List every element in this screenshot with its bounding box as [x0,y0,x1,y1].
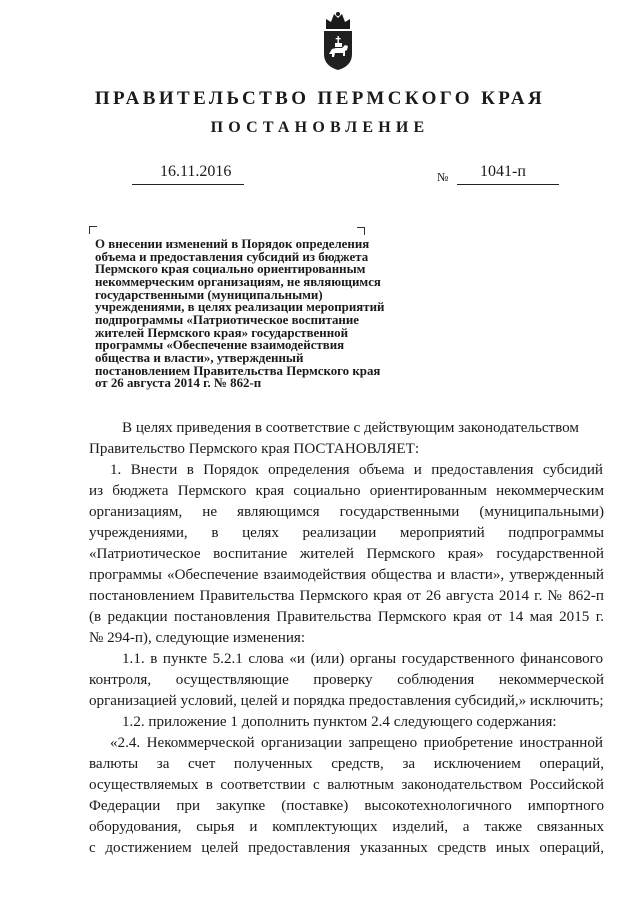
body-line: организациям, не являющимся государственными (муниципальными) [89,504,604,520]
body-line: (в редакции постановления Правительства Пермского края от 14 мая 2015 г. [89,609,604,625]
subject-line: программы «Обеспечение взаимодействия [95,338,345,353]
body-line: 1.1. в пункте 5.2.1 слова «и (или) органы государственного финансового [122,651,603,667]
number-sign: № [437,170,449,184]
body-line: организацией условий, целей и порядка предоставления субсидий,» исключить; [89,693,604,709]
body-line: учреждениями, в целях реализации мероприятий подпрограммы [89,525,604,541]
subject-corner-mark-right [357,227,365,235]
body-line: «2.4. Некоммерческой организации запрещено приобретение иностранной [110,735,603,751]
subject-line: общества и власти», утвержденный [95,350,304,365]
subject-line: О внесении изменений в Порядок определения [95,237,370,251]
subject-line: подпрограммы «Патриотическое воспитание [95,312,360,327]
body-line: 1. Внести в Порядок определения объема и предоставления субсидий [110,462,603,478]
government-title: ПРАВИТЕЛЬСТВО ПЕРМСКОГО КРАЯ [94,88,546,109]
subject-line: некоммерческим организациям, не являющимся [95,274,381,289]
subject-line: государственными (муниципальными) [95,287,323,302]
subject-line: Пермского края социально ориентированным [95,262,366,277]
body-line: постановлением Правительства Пермского края от 26 августа 2014 г. № 862-п [89,588,604,604]
subject-line: жителей Пермского края» государственной [95,325,349,340]
document-type-title: ПОСТАНОВЛЕНИЕ [210,119,430,136]
subject-line: объема и предоставления субсидий из бюджета [95,249,369,264]
body-line: валюты за счет полученных средств, за исключением операций, [89,756,604,772]
body-line: осуществляемых в соответствии с валютным законодательством Российской [89,777,604,793]
body-line: № 294-п), следующие изменения: [89,630,306,646]
document-subject [95,238,445,390]
body-line: с достижением целей предоставления указанных средств иных операций, [89,840,604,856]
subject-line: постановлением Правительства Пермского края [95,363,381,378]
body-line: контроля, осуществляющие проверку соблюдения некоммерческой [89,672,604,688]
body-line: Федерации при закупке (поставке) высокотехнологичного импортного [89,798,604,814]
body-line: из бюджета Пермского края социально ориентированным некоммерческим [89,483,604,499]
body-line: 1.2. приложение 1 дополнить пунктом 2.4 следующего содержания: [122,714,557,730]
subject-line: учреждениями, в целях реализации мероприятий [95,300,385,315]
body-line: Правительство Пермского края ПОСТАНОВЛЯЕТ: [89,441,420,457]
body-line: В целях приведения в соответствие с действующим законодательством [122,420,579,436]
body-line: «Патриотическое воспитание жителей Пермского края» государственной [89,546,604,562]
coat-of-arms-emblem [318,10,358,72]
body-line: оборудования, сырья и комплектующих изделий, а также связанных [89,819,604,835]
document-date: 16.11.2016 [160,163,232,180]
subject-line: от 26 августа 2014 г. № 862-п [95,376,262,391]
body-line: программы «Обеспечение взаимодействия общества и власти», утвержденный [89,567,604,583]
document-number: 1041-п [480,163,526,180]
subject-corner-mark-left [89,226,97,234]
